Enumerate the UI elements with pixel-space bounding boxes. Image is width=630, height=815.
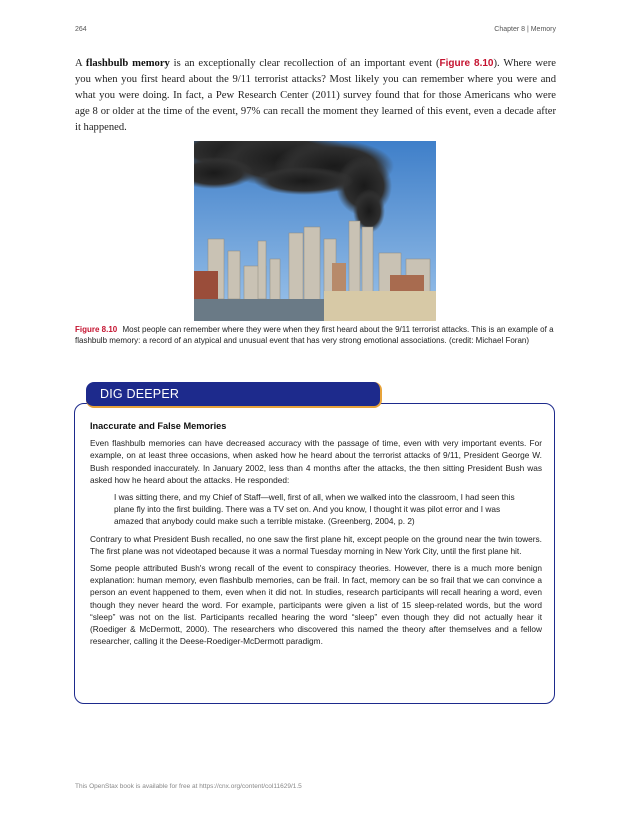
dig-deeper-content <box>90 420 542 652</box>
dig-deeper-paragraph-2: Contrary to what President Bush recalled, no one saw the first plane hit, except people on the ground near the twin towers. The first plane was not videotaped because it was a normal Tuesday morning in New York City, until the first plane hit. <box>90 533 542 556</box>
dig-deeper-tab <box>86 382 382 408</box>
footer-note: This OpenStax book is available for free at https://cnx.org/content/col11629/1.5 <box>75 783 302 790</box>
key-term: flashbulb memory <box>85 58 170 69</box>
intro-rest: ). Where were you when you first heard about the 9/11 terrorist attacks? Most likely you can remember where you were and what you were doing. In fact, a Pew Research Center (2011) survey found that for those Americans who were age 8 or older at the time of the event, 97% can recall the moment they learned of this event, even a decade after it happened. <box>75 58 556 133</box>
bush-quote: I was sitting there, and my Chief of Staff—well, first of all, when we walked into the classroom, I had seen this plane fly into the first building. There was a TV set on. And you know, I thought it was pilot error and I was amazed that anybody could make such a terrible mistake. (Greenberg, 2004, p. 2) <box>114 492 515 527</box>
figure-photo <box>194 141 436 321</box>
figure-reference-link[interactable]: Figure 8.10 <box>439 58 494 69</box>
intro-paragraph <box>75 56 556 136</box>
intro-mid: is an exceptionally clear recollection of an important event ( <box>169 58 440 69</box>
figure-label: Figure 8.10 <box>75 325 118 334</box>
page-number: 264 <box>75 26 87 33</box>
dig-deeper-heading: Inaccurate and False Memories <box>90 421 227 431</box>
figure-caption <box>75 325 556 346</box>
chapter-header: Chapter 8 | Memory <box>494 26 556 33</box>
dig-deeper-paragraph-3: Some people attributed Bush's wrong recall of the event to conspiracy theories. However, there is a much more benign explanation: human memory, even flashbulb memories, can be frail. In fact, memory can be so frail that we can convince a person an event happened to them, even when it did not. In studies, research participants will recall hearing a word, even though they never heard the word. For example, participants were given a list of 15 sleep-related words, but the word “sleep” was not on the list. Participants recalled hearing the word “sleep” even though they did not actually hear it (Roediger & McDermott, 2000). The researchers who discovered this named the theory after themselves and a fellow researcher, calling it the Deese-Roediger-McDermott paradigm. <box>90 563 542 647</box>
intro-lead: A <box>75 58 86 69</box>
dig-deeper-paragraph-1: Even flashbulb memories can have decreased accuracy with the passage of time, even with very important events. For example, on at least three occasions, when asked how he heard about the terrorist attacks of 9/11, President George W. Bush responded inaccurately. In January 2002, less than 4 months after the attacks, the then sitting President Bush was asked how he heard about the attacks. He responded: <box>90 438 542 485</box>
dig-deeper-tab-label: DIG DEEPER <box>100 387 180 401</box>
figure-caption-text: Most people can remember where they were when they first heard about the 9/11 terrorist attacks. This is an example of a flashbulb memory: a record of an atypical and unusual event that has very strong emotional associations. (credit: Michael Foran) <box>75 325 554 345</box>
skyline-smoke-illustration <box>194 141 436 321</box>
